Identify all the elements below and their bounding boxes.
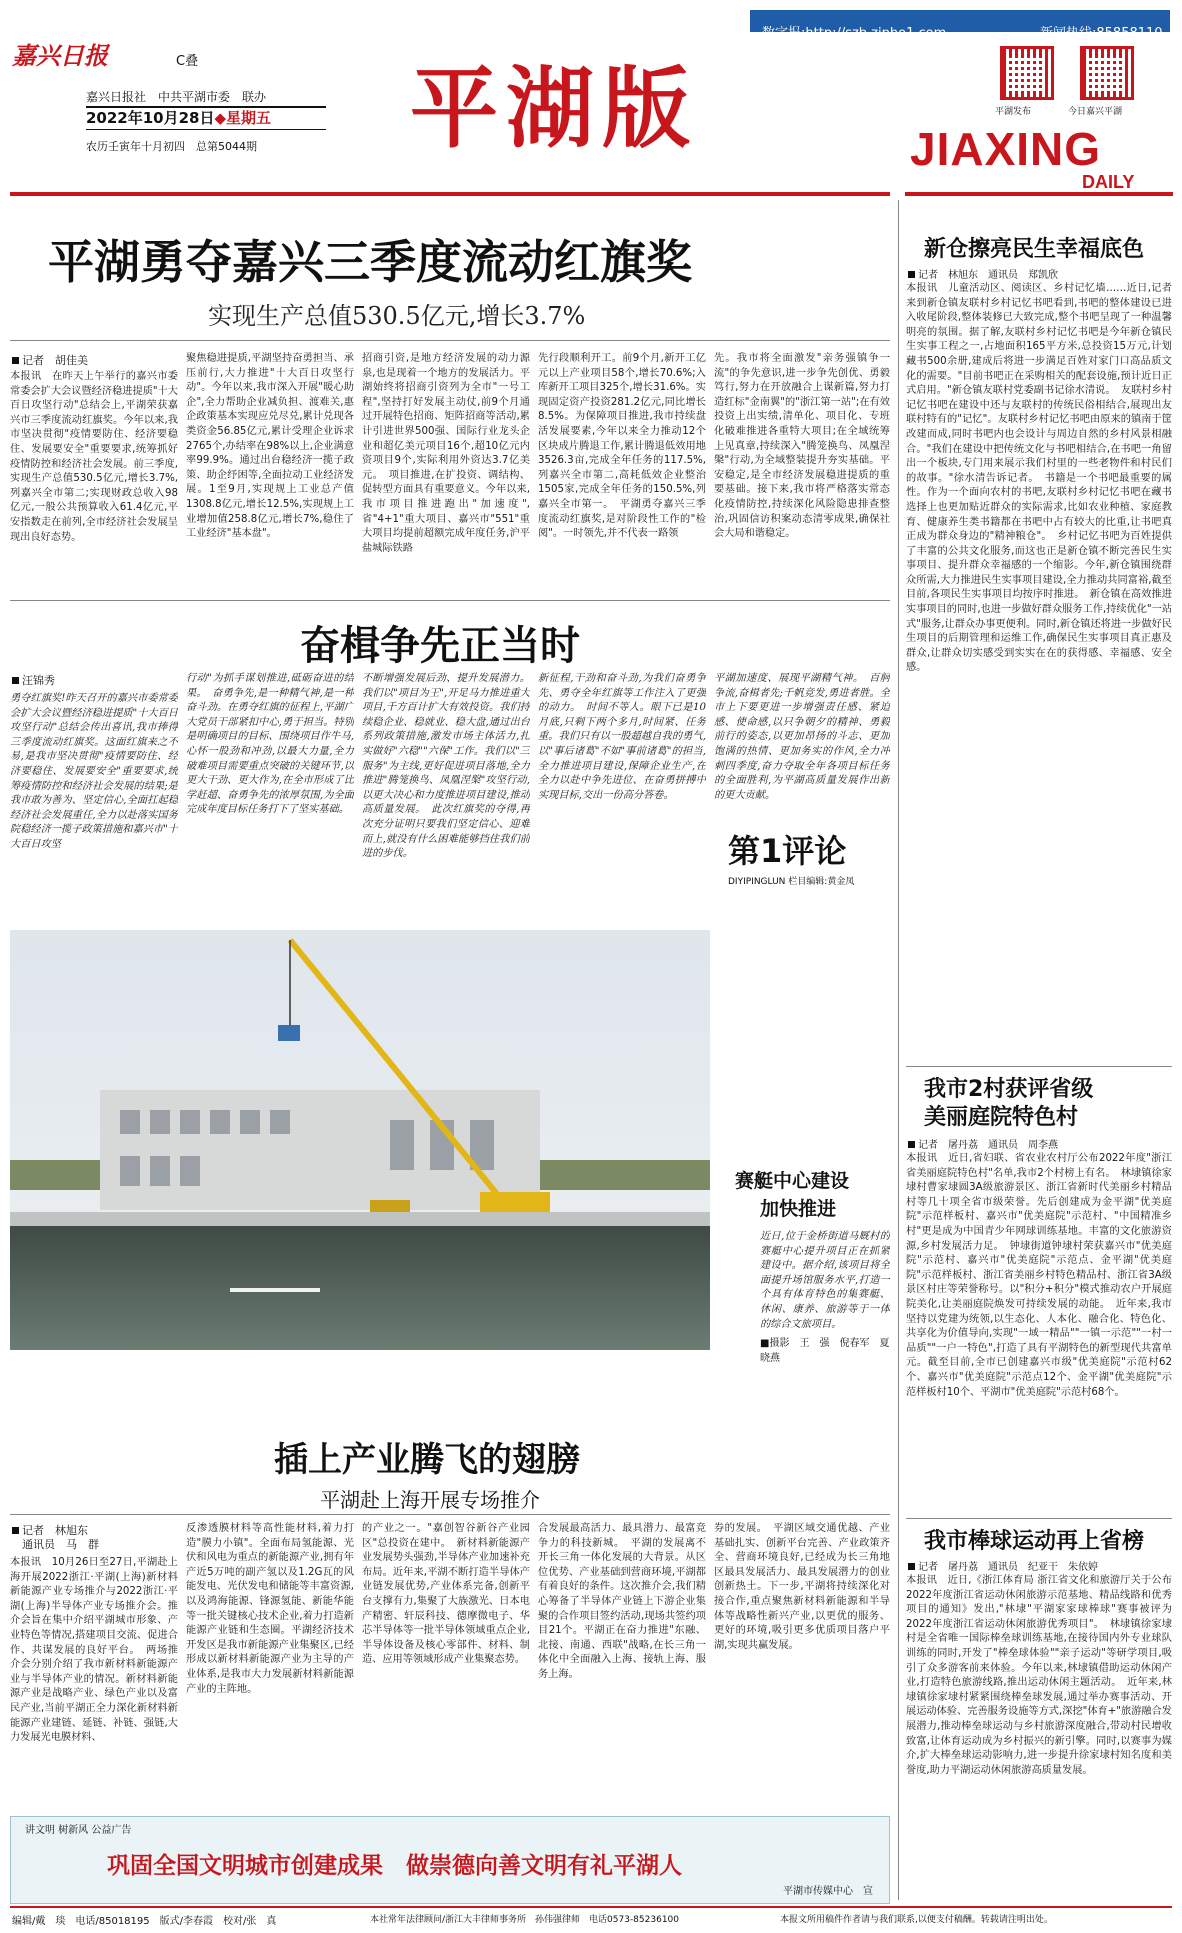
right2-headline-1: 我市2村获评省级 bbox=[924, 1077, 1094, 1102]
main-col-4: 先行段顺利开工。前9个月,新开工亿元以上产业项目58个,增长70.6%;入库新开工项目325个,增长31.6%。实现固定资产投资281.2亿元,同比增长8.5%。为保障项目推进,我市持续盘活发展要素,今年以来全力推动12个区块成片腾退工作,累计腾退低效用地3526.3亩,完成全年任务的117.5%,列嘉兴全市第二,高耗低效企业整治1505家,完成全年任务的150.5%,列嘉兴全市第一。 平湖勇夺嘉兴三季度流动红旗奖,是对阶段性工作的"检阅"。一时领先,并不代表一路领 bbox=[538, 353, 706, 540]
qr1-label: 平湖发布 bbox=[995, 107, 1032, 117]
edition-mark: C叠 bbox=[176, 54, 199, 69]
masthead-rule bbox=[10, 192, 890, 196]
commentary-headline: 奋楫争先正当时 bbox=[300, 623, 580, 669]
lunar-line bbox=[86, 138, 257, 154]
industry-subhead: 平湖赴上海开展专场推介 bbox=[320, 1488, 540, 1512]
industry-col-1: 本报讯 10月26日至27日,平湖赴上海开展2022浙江·平湖(上海)新材料新能源产业专场推介与2022浙江·平湖(上海)半导体产业专场推介会。推介会旨在集中介绍平湖城市形象、产业特色等情况,搭建项目交流、促进合作、共谋发展的良好平台。 两场推介会分别介绍了我市新材料新能源产业与半导体产业的情况。新材料新能源产业是战略产业、绿色产业以及富民产业,当前平湖正全力深化新材料新能源产业建链、延链、补链、强链,大力发展光电膜材料、 bbox=[10, 1557, 178, 1744]
industry-col-2: 反渗透膜材料等高性能材料,着力打造"膜力小镇"。全面布局氢能源、光伏和风电为重点的新能源产业,拥有年产近5万吨的副产氢以及1.2G瓦的风能发电、光伏发电和储能等丰富资源,以及鸿海能源、锋源氢能、新能华能等一批关键核心技术企业,着力打造新能源产业链和生态圈。平湖经济技术开发区是我市新能源产业集聚区,已经形成以新材料新能源产业为主导的产业体系,是我市大力发展新材料新能源产业的主阵地。 bbox=[186, 1523, 354, 1695]
footer-editors: 编辑/戴 琰 电话/85018195 版式/李春霞 校对/张 真 bbox=[12, 1916, 277, 1927]
top-info-bar bbox=[750, 10, 1170, 41]
industry-col-4: 合发展最高活力、最具潜力、最富竞争力的科技新城。 平湖的发展离不开长三角一体化发展的大背景。从区位优势、产业基础到营商环境,平湖都有着良好的条件。这次推介会,我们精心筹备了半导体产业链上下游企业集聚的合作项目签约活动,现场共签约项目21个。平湖正在奋力推进"东融、北接、南通、西联"战略,在长三角一体化中全面融入上海、接轨上海、服务上海。 bbox=[538, 1523, 706, 1680]
issue-number: 总第5044期 bbox=[196, 140, 257, 153]
photo-caption: 近日,位于金桥街道马厩村的赛艇中心提升项目正在抓紧建设中。据介绍,该项目将全面提升场馆服务水平,打造一个具有体育特色的集赛艇、休闲、康养、旅游等于一体的综合文旅项目。 bbox=[760, 1231, 890, 1330]
right2-headline-2: 美丽庭院特色村 bbox=[924, 1105, 1079, 1130]
main-divider bbox=[10, 340, 890, 341]
photo-title-line2: 加快推进 bbox=[760, 1198, 837, 1220]
issue-date: 2022年10月28日 bbox=[86, 109, 215, 127]
column-logo-pinyin: DIYIPINGLUN 栏目编辑:黄金凤 bbox=[728, 877, 855, 887]
lunar-date: 农历壬寅年十月初四 bbox=[86, 140, 185, 153]
industry-byline-1: 记者 林旭东 bbox=[12, 1522, 88, 1538]
commentary-col-5: 平湖加速度、展现平湖精气神。 百舸争流,奋楫者先;千帆竞发,勇进者胜。全市上下要更进一步增强责任感、紧迫感、使命感,以只争朝夕的精神、勇毅前行的姿态,以更加昂扬的斗志、更加饱满的热情、更加务实的作风,全力冲刺四季度,奋力夺取全年各项目标任务的全面胜利,为平湖高质量发展作出新的更大贡献。 bbox=[714, 673, 890, 801]
column-logo-title: 第1评论 bbox=[728, 832, 847, 870]
photo-credit: ■摄影 王 强 倪春军 夏晓燕 bbox=[760, 1338, 890, 1364]
weekday: ◆星期五 bbox=[214, 109, 272, 127]
english-masthead: JIAXING bbox=[910, 123, 1102, 175]
right-column-divider bbox=[898, 200, 899, 1900]
digital-edition-url[interactable]: 数字报:http://szb.zjpho1.com bbox=[762, 26, 947, 41]
date-box bbox=[86, 106, 326, 130]
qr2-label: 今日嘉兴平湖 bbox=[1068, 107, 1123, 117]
right3-byline: 记者 屠丹荔 通讯员 纪亚干 朱依婷 bbox=[908, 1558, 1098, 1573]
main-headline: 平湖勇夺嘉兴三季度流动红旗奖 bbox=[48, 235, 692, 289]
english-masthead-sub: DAILY bbox=[1082, 172, 1135, 192]
main-subhead: 实现生产总值530.5亿元,增长3.7% bbox=[208, 302, 586, 330]
top-bar bbox=[0, 0, 1182, 40]
footer-legal: 本社常年法律顾问/浙江大丰律师事务所 孙伟强律师 电话0573-85236100 bbox=[370, 1915, 679, 1925]
rowing-center-photo bbox=[10, 930, 710, 1350]
public-service-banner bbox=[10, 1816, 890, 1904]
industry-col-3: 的产业之一。"嘉创智谷新谷产业园区"总投资在建中。 新材料新能源产业发展势头强劲,半导体产业加速补充布局。近年来,平湖不断打造半导体产业链发展优势,产业体系完备,创新平台支撑有力,集聚了大族激光、日本电产精密、轩辰科技、德摩微电子、华芯半导体等一批半导体领域重点企业,半导体设备及核心零部件、材料、制造、应用等领域形成产业集聚态势。 bbox=[362, 1523, 530, 1666]
right2-byline: 记者 屠丹荔 通讯员 周李燕 bbox=[908, 1136, 1058, 1151]
commentary-col-3: 不断增强发展后劲、提升发展潜力。我们以"项目为王",开足马力推进重大项目,千方百计扩大有效投资。我们持续稳企业、稳就业、稳大盘,通过出台系列政策措施,激发市场主体活力,扎实做好"六稳""六保"工作。我们以"三服务"为主线,更好促进项目落地,全力推进"腾笼换鸟、凤凰涅槃"攻坚行动,以更大决心和力度推进项目建设,推动高质量发展。 此次红旗奖的夺得,再次充分证明只要我们坚定信心、迎难而上,就没有什么困难能够挡住我们前进的步伐。 bbox=[362, 673, 530, 860]
right2-divider bbox=[906, 1518, 1172, 1519]
commentary-byline: 汪锦秀 bbox=[12, 672, 55, 688]
right3-text: 本报讯 近日,《浙江体育局 浙江省文化和旅游厅关于公布2022年度浙江省运动休闲旅游示范基地、精品线路和优秀项目的通知》发出,"林埭"平湖家家球棒球"赛事被评为2022年度浙江省运动休闲旅游优秀项目"。 林埭镇徐家埭村是全省唯一国际棒垒球训练基地,在接待国内外专业球队训练的同时,开发了"棒垒球体验""亲子运动"等研学项目,吸引了众多游客前来体验。今年以来,林埭镇借助运动休闲产业,打造特色旅游线路,推出运动休闲主题活动。 近年来,林埭镇徐家埭村紧紧围绕棒垒球发展,通过举办赛事活动、开展运动体验、完善服务设施等方式,深挖"体育+"旅游融合发展潜力,推动棒垒球运动与乡村旅游深度融合,带动村民增收致富,让体育运动成为乡村振兴的新引擎。同时,以赛事为媒介,扩大棒垒球运动影响力,进一步提升徐家埭村知名度和美誉度,助力平湖运动休闲旅游高质量发展。 bbox=[906, 1575, 1172, 1776]
edition-title: 平湖版 bbox=[410, 56, 699, 160]
main-col-5: 先。我市将全面激发"亲务强镇争一流"的争先意识,进一步争先创优、勇毅笃行,努力在开放融合上谋新篇,努力打造红标"金南翼"的"浙江第一站";在有效投资上出实绩,清单化、项目化、专班化破难推进各重特大项目;在全域统筹上见真章,持续深入"腾笼换鸟、凤凰涅槃"行动,为全域整装提升夯实基础。平安稳定,是全市经济发展稳进提质的重要基础。接下来,我市将严格落实常态化疫情防控,持续深化风险隐患排查整治,巩固信访积案动态清零成果,确保社会大局和谐稳定。 bbox=[714, 353, 890, 540]
industry-col-5: 券的发展。 平湖区域交通优越、产业基础扎实、创新平台完善、产业政策齐全、营商环境良好,已经成为长三角地区最具发展活力、最具发展潜力的创业创新热土。下一步,平湖将持续深化对接合作,重点聚焦新材料新能源和半导体等战略性新兴产业,以更优的服务、更好的环境,吸引更多优质项目落户平湖,实现共赢发展。 bbox=[714, 1523, 890, 1651]
industry-byline-2: 通讯员 马 群 bbox=[22, 1538, 99, 1551]
footer-rule bbox=[10, 1906, 1172, 1908]
right1-divider bbox=[906, 1066, 1172, 1067]
masthead-rule-right bbox=[905, 192, 1173, 196]
commentary-col-4: 新征程,干劲和奋斗劲,为我们奋勇争先、勇夺全年红旗等工作注入了更强的动力。 时间不等人。眼下已是10月底,只剩下两个多月,时间紧、任务重。我们只有以一股超越自我的勇气,以"事后诸葛"不如"事前诸葛"的担当,全力推进项目建设,保障企业生产,在全力以赴中争先进位、在奋勇拼搏中实现目标,交出一份高分答卷。 bbox=[538, 673, 706, 801]
main-col-1: 本报讯 在昨天上午举行的嘉兴市委常委会扩大会议暨经济稳进提质"十大百日攻坚行动"总结会上,平湖荣获嘉兴市三季度流动红旗奖。今年以来,我市坚决贯彻"疫情要防住、经济要稳住、发展要安全"重要要求,统筹抓好疫情防控和经济社会发展。前三季度,实现生产总值530.5亿元,增长3.7%,列嘉兴全市第二;实现财政总收入98亿元,一般公共预算收入61.4亿元,平安指数走在前列,全市经济社会发展呈现出良好态势。 bbox=[10, 371, 178, 543]
qr-code-pinghu-release[interactable] bbox=[1000, 46, 1054, 100]
footer-notice: 本报文所用稿件作者请与我们联系,以便支付稿酬。转载请注明出处。 bbox=[780, 1915, 1053, 1925]
banner-slogan: 巩固全国文明城市创建成果 做崇德向善文明有礼平湖人 bbox=[107, 1852, 682, 1879]
industry-divider bbox=[10, 1514, 890, 1515]
commentary-col-2: 行动"为抓手谋划推进,砥砺奋进的结果。 奋勇争先,是一种精气神,是一种奋斗劲。在勇夺红旗的征程上,平湖广大党员干部紧扣中心,勇于担当。特别是明确项目的目标、围绕项目作牛马,心怀一股劲和冲劲,以最大力量,全力破难项目需要重点突破的关键环节,以更大干劲、更大作为,在全市形成了比学赶超、奋勇争先的浓厚氛围,为全面完成年度目标任务打下了坚实基础。 bbox=[186, 673, 354, 816]
commentary-col-1: 勇夺红旗奖!昨天召开的嘉兴市委常委会扩大会议暨经济稳进提质"十大百日攻坚行动"总结会传出喜讯,我市捧得三季度流动红旗奖。这面红旗来之不易,是我市坚决贯彻"疫情要防住、经济要稳住、发展要安全"重要要求,统筹疫情防控和经济社会发展的结果;是我市敢为善为、坚定信心,全面扛起稳经济社会发展重任,全力以赴落实国务院稳经济一揽子政策措施和嘉兴市"十大百日攻坚 bbox=[10, 693, 178, 850]
right2-text: 本报讯 近日,省妇联、省农业农村厅公布2022年度"浙江省美丽庭院特色村"名单,我市2个村榜上有名。 林埭镇徐家埭村曹家埭圆3A级旅游景区、浙江省新时代美丽乡村精品村等几十项全省市级荣誉。先后创建成为金平湖"优美庭院"示范样板村、嘉兴市"优美庭院"示范村、"中国精准乡村"更是成为中国青少年网球训练基地。丰富的文化旅游资源,乡村发展活力足。 钟埭街道钟埭村荣获嘉兴市"优美庭院"示范村、嘉兴市"优美庭院"示范点、金平湖"优美庭院"示范样板村、浙江省美丽乡村特色精品村、浙江省3A级景区村庄等荣誉称号。以"积分+积分"模式推动农户开展庭院美化,让美丽庭院焕发可持续发展的动能。 近年来,我市坚持以党建为统领,以生态化、人本化、融合化、特色化、共享化为价值导向,实现"一域一精品""一镇一示范""一村一品质""一户一特色",打造了具有平湖特色的新型现代共富单元。截至目前,全市已创建嘉兴市级"优美庭院"示范村62个、嘉兴市"优美庭院"示范点12个、金平湖"优美庭院"示范样板村10个、平湖市"优美庭院"示范村68个。 bbox=[906, 1153, 1172, 1398]
main-col-3: 招商引资,是地方经济发展的动力源泉,也是现着一个地方的发展活力。平湖始终将招商引资列为全市"一号工程",坚持打好发展主动仗,前9个月通过开展特色招商、矩阵招商等活动,累计引进世界500强、国际行业龙头企业和超亿美元项目16个,超10亿元内资项目9个,实际利用外资达3.7亿美元。 项目推进,在扩投资、调结构、促转型方面具有重要意义。今年以来,我市项目推进跑出"加速度",省"4+1"重大项目、嘉兴市"551"重大项目均提前超额完成年度任务,沪平盐城际铁路 bbox=[362, 353, 530, 554]
commentary-divider bbox=[10, 600, 890, 601]
banner-label: 讲文明 树新风 公益广告 bbox=[25, 1825, 132, 1836]
banner-credit: 平湖市传媒中心 宣 bbox=[783, 1886, 873, 1897]
right3-headline: 我市棒球运动再上省榜 bbox=[924, 1529, 1145, 1554]
newspaper-logo: 嘉兴日报 bbox=[12, 41, 108, 70]
news-hotline: 新闻热线:85858110 bbox=[1040, 26, 1163, 41]
industry-headline: 插上产业腾飞的翅膀 bbox=[274, 1440, 580, 1480]
right1-text: 本报讯 儿童活动区、阅读区、乡村记忆墙……近日,记者来到新仓镇友联村乡村记忆书吧看到,书吧的整体建设已进入收尾阶段,整体装修已大致完成,整个书吧呈现了一种温馨明亮的氛围。据了解,友联村乡村记忆书吧是今年新仓镇民生实事工程之一,占地面积165平方米,总投资15万元,计划藏书500余册,建成后将进一步满足百姓对家门口高品质文化的需要。"目前书吧正在采购相关的配套设施,预计近日正式启用。"新仓镇友联村党委副书记徐水清说。 友联村乡村记忆书吧在建设中还与友联村的传统民俗相结合,展现出友联村特有的"记忆"。友联村乡村记忆书吧由原来的镇南于筐改建而成,同时书吧内也会设计与周边自然的乡村风景相融合。"我们在建设中把传统文化与书吧相结合,在书吧一角留出一个板块,专门用来展示我们村里的一些老物件和村民们的故事。"徐水清告诉记者。 书籍是一个书吧最重要的属性。作为一个面向农村的书吧,友联村乡村记忆书吧在藏书选择上也更加贴近群众的实际需求,比如农业种植、家庭教育、健康养生类书籍都在书吧中占有较大的比重,让书吧真正成为群众身边的"精神粮仓"。 乡村记忆书吧为百姓提供了丰富的公共文化服务,而这也正是新仓镇不断完善民生实事项目、提升群众幸福感的一个缩影。今年,新仓镇围绕群众所需,大力推进民生实事项目建设,全力推动共同富裕,截至目前,各项民生实事项目均按序时推进。 新仓镇在高效推进实事项目的同时,也进一步做好群众服务工作,持续优化"一站式"服务,让群众办事更便利。同时,新仓镇还将进一步做好民生项目的后期管理和运维工作,确保民生实事项目真正惠及群众,让群众切实感受到实实在在的获得感、幸福感、安全感。 bbox=[906, 283, 1172, 674]
photo-title-line1: 赛艇中心建设 bbox=[735, 1170, 850, 1192]
right1-headline: 新仓擦亮民生幸福底色 bbox=[924, 237, 1145, 262]
main-byline: 记者 胡佳美 bbox=[12, 352, 88, 368]
publisher-line: 嘉兴日报社 中共平湖市委 联办 bbox=[86, 90, 267, 104]
right1-byline: 记者 林旭东 通讯员 郑凯欣 bbox=[908, 266, 1058, 281]
main-col-2: 聚焦稳进提质,平湖坚持奋勇担当、承压前行,大力推进"十大百日攻坚行动"。今年以来,我市深入开展"暖心助企",全力帮助企业减负担、渡难关,惠企政策基本实现应兑尽兑,累计兑现各类资金56.85亿元,累计受理企业诉求2765个,办结率在98%以上,企业满意率99.9%。通过出台稳经济一揽子政策、助企纾困等,全面拉动工业经济发展。1至9月,实现规上工业总产值1308.8亿元,增长12.5%,实现规上工业增加值258.8亿元,增长7%,稳住了工业经济"基本盘"。 bbox=[186, 353, 354, 540]
commentary-column-logo bbox=[728, 826, 888, 892]
qr-code-jiaxing-today[interactable] bbox=[1080, 46, 1134, 100]
construction-scene-image bbox=[10, 930, 710, 1350]
